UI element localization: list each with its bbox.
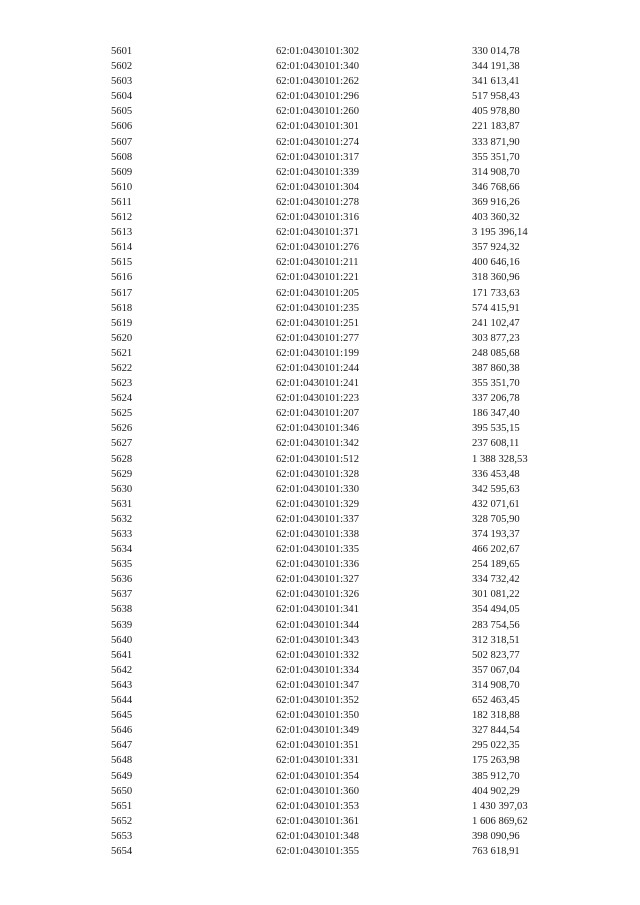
cadastral-number: 62:01:0430101:302	[276, 46, 359, 57]
cadastral-value: 186 347,40	[472, 408, 520, 420]
row-number: 5628	[111, 453, 133, 465]
table-row	[0, 618, 640, 633]
cadastral-value: 398 090,96	[472, 830, 520, 842]
cadastral-value: 355 351,70	[472, 378, 520, 390]
table-row	[0, 331, 640, 346]
row-number: 5635	[111, 559, 133, 571]
row-number: 5627	[111, 438, 133, 450]
cadastral-number: 62:01:0430101:244	[276, 362, 359, 374]
row-number: 5636	[111, 574, 133, 586]
table-row	[0, 376, 640, 391]
cadastral-value: 327 844,54	[472, 725, 520, 737]
cadastral-number: 62:01:0430101:348	[276, 830, 359, 842]
cadastral-value: 432 071,61	[472, 498, 520, 510]
row-number: 5637	[111, 589, 133, 601]
cadastral-value: 357 924,32	[472, 242, 520, 254]
table-row	[0, 301, 640, 316]
cadastral-number: 62:01:0430101:352	[276, 695, 359, 707]
cadastral-number: 62:01:0430101:277	[276, 332, 359, 344]
row-number: 5605	[111, 106, 133, 118]
row-number: 5618	[111, 302, 133, 314]
table-row	[0, 467, 640, 482]
cadastral-number: 62:01:0430101:371	[276, 227, 359, 239]
cadastral-value: 763 618,91	[472, 845, 520, 857]
cadastral-value: 374 193,37	[472, 529, 520, 540]
row-number: 5617	[111, 287, 133, 299]
cadastral-value: 221 183,87	[472, 121, 520, 133]
row-number: 5606	[111, 121, 133, 133]
cadastral-value: 254 189,65	[472, 559, 520, 571]
data-table	[0, 44, 640, 859]
cadastral-number: 62:01:0430101:205	[276, 287, 359, 299]
row-number: 5611	[111, 196, 132, 208]
cadastral-number: 62:01:0430101:347	[276, 679, 359, 691]
cadastral-value: 283 754,56	[472, 619, 520, 631]
table-row	[0, 59, 640, 74]
table-row	[0, 255, 640, 270]
table-row	[0, 436, 640, 451]
row-number: 5648	[111, 755, 133, 767]
cadastral-number: 62:01:0430101:351	[276, 740, 359, 752]
row-number: 5626	[111, 423, 133, 435]
table-row	[0, 225, 640, 240]
row-number: 5653	[111, 830, 133, 842]
cadastral-number: 62:01:0430101:349	[276, 725, 359, 737]
table-row	[0, 135, 640, 150]
cadastral-value: 354 494,05	[472, 604, 520, 616]
cadastral-value: 652 463,45	[472, 695, 520, 707]
cadastral-number: 62:01:0430101:207	[276, 408, 359, 420]
table-row	[0, 799, 640, 814]
cadastral-number: 62:01:0430101:301	[276, 121, 359, 133]
table-row	[0, 678, 640, 693]
cadastral-value: 405 978,80	[472, 106, 520, 118]
row-number: 5647	[111, 740, 133, 752]
row-number: 5649	[111, 770, 133, 782]
row-number: 5641	[111, 649, 133, 661]
cadastral-value: 248 085,68	[472, 347, 520, 359]
cadastral-value: 395 535,15	[472, 423, 520, 435]
row-number: 5650	[111, 785, 133, 797]
row-number: 5646	[111, 725, 133, 737]
cadastral-value: 182 318,88	[472, 710, 520, 722]
cadastral-number: 62:01:0430101:361	[276, 815, 359, 827]
table-row	[0, 210, 640, 225]
row-number: 5652	[111, 815, 133, 827]
table-row	[0, 602, 640, 617]
table-row	[0, 74, 640, 89]
table-row	[0, 89, 640, 104]
cadastral-number: 62:01:0430101:346	[276, 423, 359, 435]
row-number: 5643	[111, 679, 133, 691]
cadastral-number: 62:01:0430101:251	[276, 317, 359, 329]
row-number: 5640	[111, 634, 133, 646]
cadastral-value: 333 871,90	[472, 136, 520, 148]
cadastral-number: 62:01:0430101:360	[276, 785, 359, 797]
cadastral-value: 1 430 397,03	[472, 800, 528, 812]
cadastral-value: 400 646,16	[472, 257, 520, 269]
cadastral-value: 241 102,47	[472, 317, 520, 329]
row-number: 5630	[111, 483, 133, 495]
table-row	[0, 180, 640, 195]
table-row	[0, 391, 640, 406]
cadastral-number: 62:01:0430101:340	[276, 61, 359, 73]
row-number: 5602	[111, 61, 133, 73]
cadastral-number: 62:01:0430101:317	[276, 151, 359, 163]
row-number: 5601	[111, 46, 133, 57]
table-row	[0, 648, 640, 663]
table-row	[0, 286, 640, 301]
table-row	[0, 663, 640, 678]
table-row	[0, 829, 640, 844]
table-row	[0, 693, 640, 708]
row-number: 5625	[111, 408, 133, 420]
row-number: 5612	[111, 212, 133, 224]
cadastral-number: 62:01:0430101:332	[276, 649, 359, 661]
cadastral-value: 301 081,22	[472, 589, 520, 601]
cadastral-number: 62:01:0430101:326	[276, 589, 359, 601]
cadastral-number: 62:01:0430101:329	[276, 498, 359, 510]
table-row	[0, 512, 640, 527]
cadastral-value: 369 916,26	[472, 196, 520, 208]
cadastral-number: 62:01:0430101:337	[276, 513, 359, 525]
cadastral-value: 295 022,35	[472, 740, 520, 752]
row-number: 5609	[111, 166, 133, 178]
cadastral-number: 62:01:0430101:199	[276, 347, 359, 359]
cadastral-number: 62:01:0430101:334	[276, 664, 359, 676]
cadastral-number: 62:01:0430101:336	[276, 559, 359, 571]
cadastral-value: 328 705,90	[472, 513, 520, 525]
cadastral-value: 171 733,63	[472, 287, 520, 299]
table-row	[0, 482, 640, 497]
cadastral-value: 337 206,78	[472, 393, 520, 405]
cadastral-number: 62:01:0430101:338	[276, 529, 359, 540]
row-number: 5620	[111, 332, 133, 344]
row-number: 5616	[111, 272, 133, 284]
row-number: 5623	[111, 378, 133, 390]
cadastral-number: 62:01:0430101:262	[276, 76, 359, 88]
cadastral-value: 1 606 869,62	[472, 815, 528, 827]
table-row	[0, 753, 640, 768]
cadastral-value: 502 823,77	[472, 649, 520, 661]
cadastral-value: 336 453,48	[472, 468, 520, 480]
cadastral-number: 62:01:0430101:260	[276, 106, 359, 118]
cadastral-value: 342 595,63	[472, 483, 520, 495]
cadastral-number: 62:01:0430101:343	[276, 634, 359, 646]
row-number: 5614	[111, 242, 133, 254]
cadastral-value: 330 014,78	[472, 46, 520, 57]
table-row	[0, 587, 640, 602]
cadastral-number: 62:01:0430101:235	[276, 302, 359, 314]
table-row	[0, 557, 640, 572]
table-row	[0, 844, 640, 859]
cadastral-value: 237 608,11	[472, 438, 520, 450]
cadastral-value: 387 860,38	[472, 362, 520, 374]
cadastral-number: 62:01:0430101:355	[276, 845, 359, 857]
cadastral-number: 62:01:0430101:221	[276, 272, 359, 284]
cadastral-value: 517 958,43	[472, 91, 520, 103]
cadastral-value: 574 415,91	[472, 302, 520, 314]
table-row	[0, 361, 640, 376]
table-row	[0, 723, 640, 738]
cadastral-value: 355 351,70	[472, 151, 520, 163]
cadastral-value: 175 263,98	[472, 755, 520, 767]
cadastral-value: 357 067,04	[472, 664, 520, 676]
row-number: 5639	[111, 619, 133, 631]
table-row	[0, 346, 640, 361]
table-row	[0, 784, 640, 799]
table-row	[0, 240, 640, 255]
cadastral-number: 62:01:0430101:353	[276, 800, 359, 812]
cadastral-value: 3 195 396,14	[472, 227, 528, 239]
table-row	[0, 165, 640, 180]
cadastral-number: 62:01:0430101:241	[276, 378, 359, 390]
table-row	[0, 542, 640, 557]
row-number: 5654	[111, 845, 133, 857]
cadastral-value: 341 613,41	[472, 76, 520, 88]
cadastral-number: 62:01:0430101:330	[276, 483, 359, 495]
table-row	[0, 119, 640, 134]
table-row	[0, 769, 640, 784]
cadastral-number: 62:01:0430101:354	[276, 770, 359, 782]
row-number: 5610	[111, 181, 133, 193]
table-row	[0, 708, 640, 723]
row-number: 5632	[111, 513, 133, 525]
row-number: 5608	[111, 151, 133, 163]
cadastral-number: 62:01:0430101:223	[276, 393, 359, 405]
table-row	[0, 452, 640, 467]
cadastral-value: 334 732,42	[472, 574, 520, 586]
row-number: 5645	[111, 710, 133, 722]
cadastral-value: 404 902,29	[472, 785, 520, 797]
table-row	[0, 814, 640, 829]
table-row	[0, 572, 640, 587]
row-number: 5634	[111, 544, 133, 556]
row-number: 5624	[111, 393, 133, 405]
table-row	[0, 406, 640, 421]
cadastral-value: 344 191,38	[472, 61, 520, 73]
row-number: 5644	[111, 695, 133, 707]
table-row	[0, 738, 640, 753]
table-row	[0, 150, 640, 165]
cadastral-value: 314 908,70	[472, 166, 520, 178]
cadastral-number: 62:01:0430101:331	[276, 755, 359, 767]
cadastral-number: 62:01:0430101:274	[276, 136, 359, 148]
cadastral-number: 62:01:0430101:316	[276, 212, 359, 224]
cadastral-number: 62:01:0430101:327	[276, 574, 359, 586]
cadastral-number: 62:01:0430101:350	[276, 710, 359, 722]
row-number: 5633	[111, 529, 133, 540]
row-number: 5613	[111, 227, 133, 239]
row-number: 5629	[111, 468, 133, 480]
row-number: 5619	[111, 317, 133, 329]
cadastral-number: 62:01:0430101:328	[276, 468, 359, 480]
row-number: 5621	[111, 347, 133, 359]
row-number: 5604	[111, 91, 133, 103]
table-row	[0, 421, 640, 436]
cadastral-value: 403 360,32	[472, 212, 520, 224]
table-row	[0, 104, 640, 119]
cadastral-value: 312 318,51	[472, 634, 520, 646]
cadastral-value: 318 360,96	[472, 272, 520, 284]
cadastral-number: 62:01:0430101:512	[276, 453, 359, 465]
cadastral-number: 62:01:0430101:278	[276, 196, 359, 208]
table-row	[0, 633, 640, 648]
table-row	[0, 270, 640, 285]
table-row	[0, 316, 640, 331]
cadastral-value: 1 388 328,53	[472, 453, 528, 465]
cadastral-value: 314 908,70	[472, 679, 520, 691]
cadastral-value: 466 202,67	[472, 544, 520, 556]
cadastral-number: 62:01:0430101:342	[276, 438, 359, 450]
table-row	[0, 497, 640, 512]
row-number: 5603	[111, 76, 133, 88]
cadastral-value: 385 912,70	[472, 770, 520, 782]
table-row	[0, 195, 640, 210]
cadastral-number: 62:01:0430101:341	[276, 604, 359, 616]
cadastral-number: 62:01:0430101:339	[276, 166, 359, 178]
cadastral-number: 62:01:0430101:211	[276, 257, 359, 269]
row-number: 5631	[111, 498, 133, 510]
cadastral-number: 62:01:0430101:344	[276, 619, 359, 631]
row-number: 5615	[111, 257, 133, 269]
cadastral-number: 62:01:0430101:296	[276, 91, 359, 103]
cadastral-number: 62:01:0430101:276	[276, 242, 359, 254]
row-number: 5607	[111, 136, 133, 148]
row-number: 5622	[111, 362, 133, 374]
row-number: 5642	[111, 664, 133, 676]
row-number: 5651	[111, 800, 133, 812]
table-row	[0, 44, 640, 59]
cadastral-value: 303 877,23	[472, 332, 520, 344]
row-number: 5638	[111, 604, 133, 616]
cadastral-number: 62:01:0430101:304	[276, 181, 359, 193]
cadastral-value: 346 768,66	[472, 181, 520, 193]
table-row	[0, 527, 640, 542]
cadastral-number: 62:01:0430101:335	[276, 544, 359, 556]
